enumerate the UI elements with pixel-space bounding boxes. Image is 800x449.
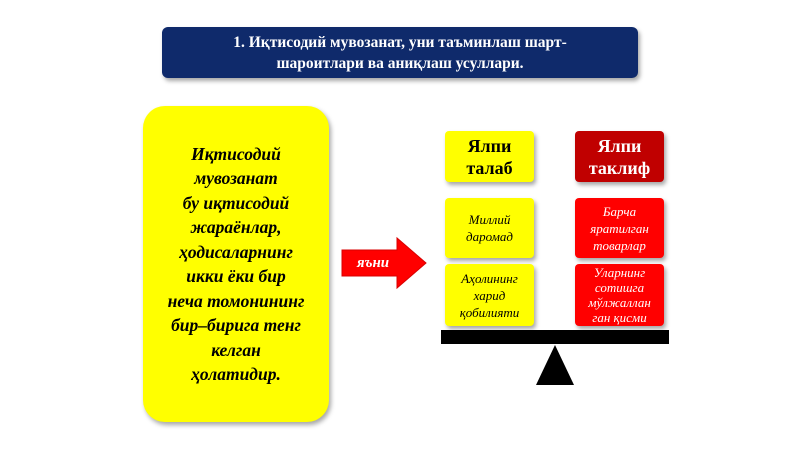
demand-item-line: Аҳолининг	[461, 270, 518, 286]
demand-item-national-income	[445, 198, 534, 258]
demand-item-purchasing-power	[445, 264, 534, 326]
supply-item-line: сотишга	[594, 280, 645, 295]
definition-line: неча томонининг	[167, 290, 305, 311]
demand-item-line: харид	[473, 287, 506, 303]
demand-header-line: Ялпи	[467, 135, 512, 156]
supply-item-sale-portion	[575, 264, 664, 326]
slide-title-line-2: шароитлари ва аниқлаш усуллари.	[276, 54, 524, 72]
definition-line: икки ёки бир	[186, 266, 286, 286]
balance-beam	[441, 330, 669, 344]
definition-box	[143, 106, 329, 422]
supply-header-line: таклиф	[588, 157, 651, 178]
definition-line: бу иқтисодий	[182, 192, 290, 213]
supply-header	[575, 131, 664, 182]
supply-header-line: Ялпи	[597, 135, 642, 156]
definition-line: келган	[211, 339, 261, 360]
supply-item-all-goods	[575, 198, 664, 258]
supply-item-line: ган қисми	[592, 310, 647, 325]
definition-line: бир–бирига тенг	[171, 315, 301, 335]
supply-item-line: мўлжаллан	[588, 295, 651, 310]
demand-item-line: Миллий	[468, 212, 511, 227]
arrow-label: яъни	[356, 254, 390, 271]
definition-line: Иқтисодий	[191, 143, 281, 164]
slide-title-line-1: 1. Иқтисодий мувозанат, уни таъминлаш шарт-	[233, 33, 567, 51]
definition-line: ҳодисаларнинг	[179, 241, 293, 262]
supply-item-line: Барча	[602, 203, 637, 219]
demand-header-line: талаб	[466, 157, 513, 178]
definition-line: жараёнлар,	[190, 217, 282, 237]
demand-item-line: даромад	[466, 229, 513, 244]
demand-header	[445, 131, 534, 182]
definition-line: ҳолатидир.	[191, 364, 281, 384]
supply-item-line: Уларнинг	[593, 265, 646, 280]
demand-item-line: қобилияти	[459, 304, 520, 320]
supply-item-line: товарлар	[593, 237, 646, 253]
fulcrum-triangle-icon	[536, 345, 574, 385]
supply-item-line: яратилган	[590, 220, 649, 236]
slide-title	[162, 27, 638, 78]
definition-line: мувозанат	[194, 168, 278, 188]
